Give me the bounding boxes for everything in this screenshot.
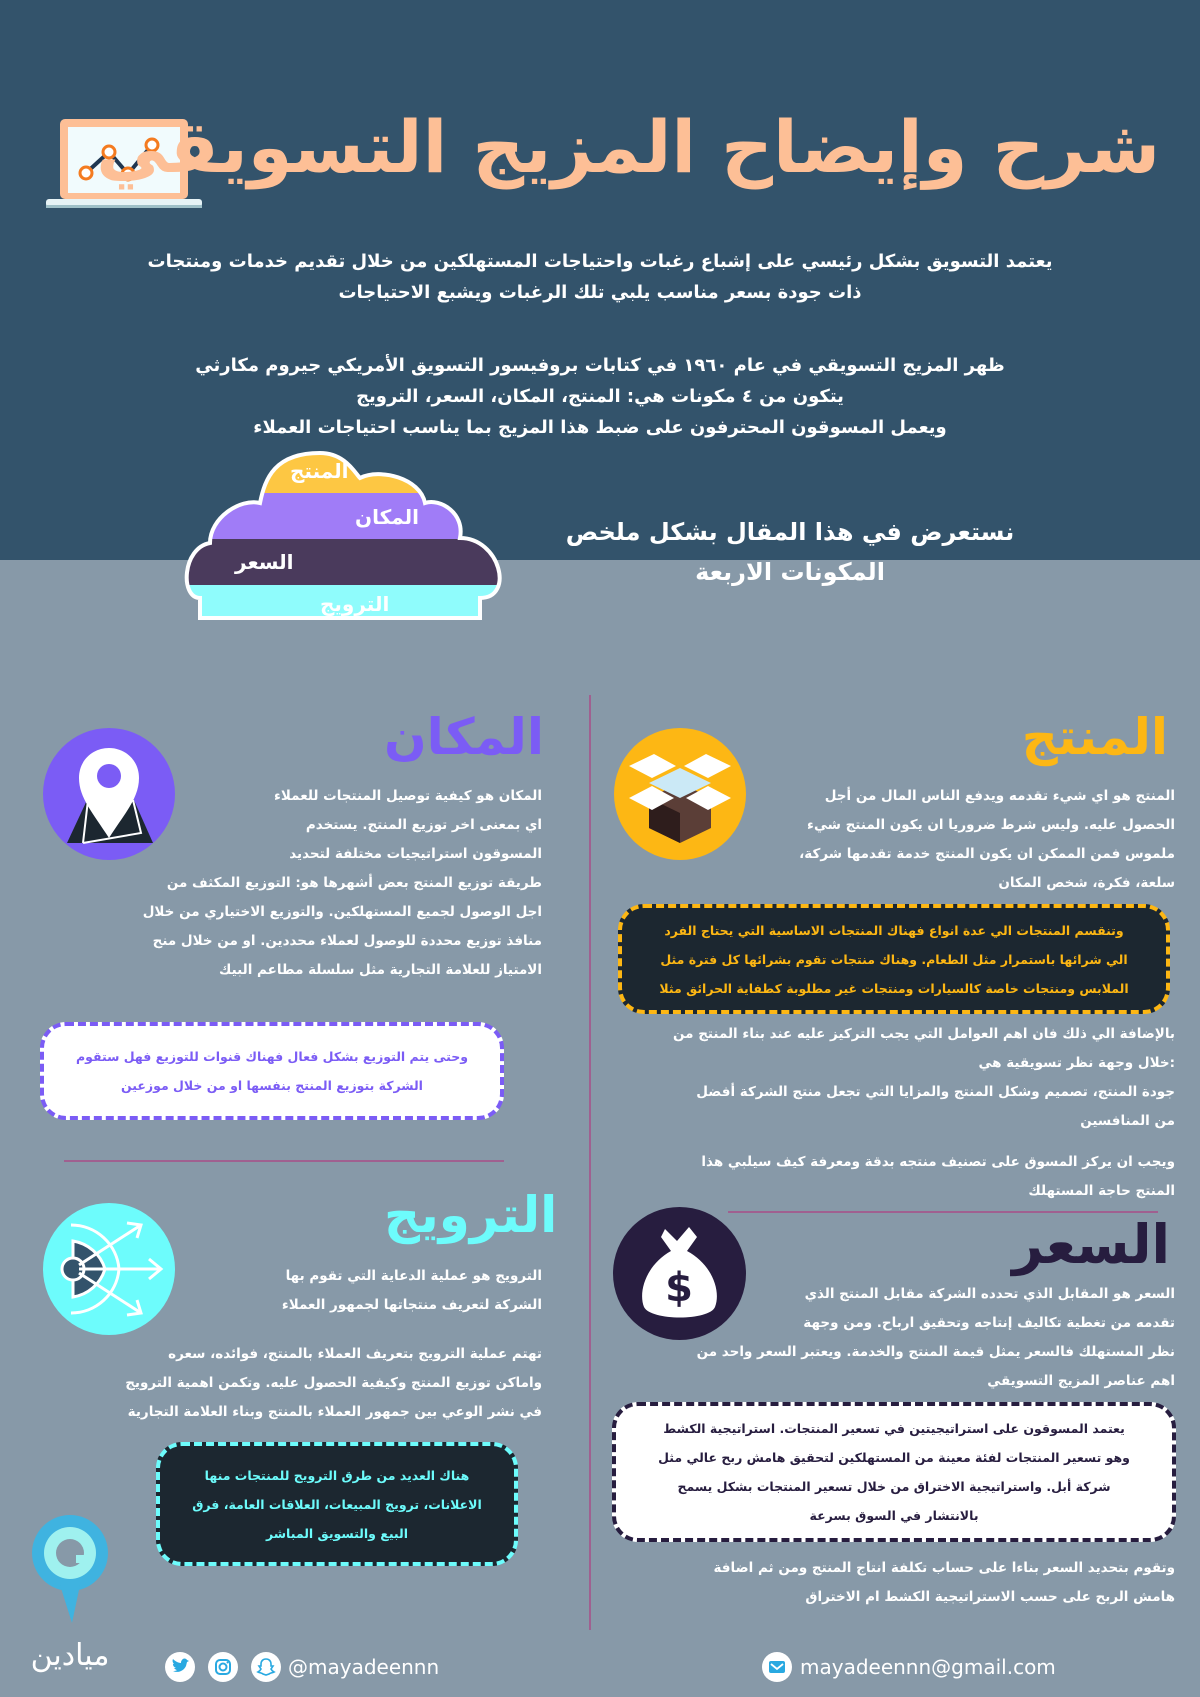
page-title: شرح وإيضاح المزيج التسويقي <box>96 105 1160 189</box>
price-body <box>615 1280 1175 1396</box>
place-title: المكان <box>384 708 544 766</box>
text-line: طريقة توزيع المنتج بعض أشهرها هو: التوزيع المكثف من <box>166 875 542 891</box>
social-handle[interactable]: @mayadeennn <box>288 1655 440 1679</box>
text-line: المسوقون استراتيجيات مختلفة لتحديد <box>289 846 542 862</box>
place-callout-box <box>40 1022 504 1120</box>
text-line: تهتم عملية الترويج بتعريف العملاء بالمنتج، فوائده، سعره <box>168 1346 542 1362</box>
intro-line: ويعمل المسوقون المحترفون على ضبط هذا المزيج بما يناسب احتياجات العملاء <box>253 417 947 438</box>
intro-line: ذات جودة بسعر مناسب يلبي تلك الرغبات ويشبع الاحتياجات <box>338 282 862 303</box>
intro-line: يعتمد التسويق بشكل رئيسي على إشباع رغبات واحتياجات المستهلكين من خلال تقديم خدمات ومنتجات <box>147 251 1053 272</box>
open-box-icon <box>614 728 746 860</box>
text-line: المنتج هو اي شيء تقدمه ويدفع الناس المال من أجل <box>824 788 1175 804</box>
price-body-2 <box>615 1554 1175 1612</box>
text-line: وتنقسم المنتجات الي عدة انواع فهناك المنتجات الاساسية التي يحتاج الفرد <box>664 922 1124 938</box>
text-line: بالإضافة الي ذلك فان اهم العوامل التي يجب التركيز عليه عند بناء المنتج من <box>672 1026 1175 1042</box>
text-line: الحصول عليه. وليس شرط ضروريا ان يكون المنتج شيء <box>807 817 1175 833</box>
text-line: هناك العديد من طرق الترويج للمنتجات منها <box>204 1467 470 1483</box>
vertical-divider <box>589 695 591 1630</box>
product-body-2 <box>615 1020 1175 1136</box>
product-callout-box <box>618 904 1170 1014</box>
text-line: اجل الوصول لجميع المستهلكين. والتوزيع الاختياري من خلال <box>142 904 542 920</box>
product-body-3 <box>615 1148 1175 1206</box>
text-line: نظر المستهلك فالسعر يمثل قيمة المنتج والخدمة. ويعتبر السعر واحد من <box>696 1344 1175 1360</box>
text-line: الملابس ومنتجات خاصة كالسيارات ومنتجات غير مطلوبة كطفاية الحرائق مثلا <box>659 980 1129 996</box>
text-line: المنتج حاجة المستهلك <box>1028 1183 1175 1199</box>
text-line: من المنافسين <box>1080 1113 1175 1129</box>
promotion-title: الترويج <box>384 1186 558 1244</box>
text-line: تقدمه من تغطية تكاليف إنتاجه وتحقيق ارباح. ومن وجهة <box>803 1315 1175 1331</box>
text-line: وهو تسعير المنتجات لفئة معينة من المستهلكين لتحقيق هامش ربح عالي مثل <box>658 1450 1130 1465</box>
intro-paragraph-2 <box>60 350 1140 443</box>
cloud-layer-product: المنتج <box>290 459 349 483</box>
text-line: يعتمد المسوقون على استراتيجيتين في تسعير المنتجات. استراتيجية الكشط <box>663 1421 1125 1436</box>
text-line: الشركة لتعريف منتجاتها لجمهور العملاء <box>281 1297 542 1313</box>
text-line: واماكن توزيع المنتج وكيفية الحصول عليه. وتكمن اهمية الترويج <box>125 1375 542 1391</box>
product-title: المنتج <box>1021 708 1168 766</box>
text-line: الي شرائها باستمرار مثل الطعام. وهناك منتجات تقوم بشرائها كل فترة مثل <box>660 951 1128 967</box>
text-line: بالانتشار في السوق بسرعة <box>809 1508 979 1523</box>
text-line: اي بمعنى اخر توزيع المنتج. يستخدم <box>305 817 542 833</box>
promotion-callout-box <box>156 1442 518 1566</box>
headline-line: المكونات الاربعة <box>695 558 885 586</box>
svg-text:$: $ <box>665 1265 693 1311</box>
text-line: ملموس فمن الممكن ان يكون المنتج خدمة تقدمها شركة، <box>799 846 1175 862</box>
text-line: جودة المنتج، تصميم وشكل المنتج والمزايا التي تجعل منتج الشركة أفضل <box>696 1084 1175 1100</box>
text-line: ويجب ان يركز المسوق على تصنيف منتجه بدقة ومعرفة كيف سيلبي هذا <box>701 1154 1175 1170</box>
marketing-mix-cloud <box>180 448 510 630</box>
text-line: اهم عناصر المزيج التسويقي <box>987 1373 1175 1389</box>
text-line: :خلال وجهة نظر تسويقية هي <box>978 1055 1175 1071</box>
place-body <box>42 782 542 985</box>
text-line: الترويج هو عملية الدعاية التي تقوم بها <box>285 1268 542 1284</box>
text-line: سلعة، فكرة، شخص المكان <box>998 875 1175 891</box>
twitter-icon[interactable] <box>165 1652 195 1682</box>
brand-logo-text: ميادين <box>30 1638 110 1673</box>
cloud-layer-place: المكان <box>355 505 419 529</box>
promotion-body <box>192 1262 542 1320</box>
target-arrows-icon <box>43 1203 175 1335</box>
text-line: المكان هو كيفية توصيل المنتجات للعملاء <box>274 788 542 804</box>
text-line: السعر هو المقابل الذي تحدده الشركة مقابل المنتج الذي <box>804 1286 1175 1302</box>
text-line: في نشر الوعي بين جمهور العملاء بالمنتج وبناء العلامة التجارية <box>127 1404 542 1420</box>
intro-line: ظهر المزيج التسويقي في عام ١٩٦٠ في كتابات بروفيسور التسويق الأمريكي جيروم مكارثي <box>195 355 1005 376</box>
snapchat-icon[interactable] <box>251 1652 281 1682</box>
email-address[interactable]: mayadeennn@gmail.com <box>800 1655 1056 1679</box>
section-headline <box>530 512 1050 592</box>
brand-logo-icon <box>30 1515 110 1625</box>
text-line: البيع والتسويق المباشر <box>265 1525 409 1541</box>
email-icon[interactable] <box>762 1652 792 1682</box>
text-line: وتقوم بتحديد السعر بناءا على حساب تكلفة انتاج المنتج ومن ثم اضافة <box>713 1560 1175 1576</box>
cloud-layer-promotion: الترويج <box>320 592 390 616</box>
divider-place-promotion <box>64 1160 504 1162</box>
instagram-icon[interactable] <box>208 1652 238 1682</box>
text-line: منافذ توزيع محددة للوصول لعملاء محددين. او من خلال منح <box>152 933 542 949</box>
text-line: الشركة بتوزيع المنتج بنفسها او من خلال موزعين <box>121 1078 423 1093</box>
intro-paragraph-1 <box>60 246 1140 308</box>
text-line: الاعلانات، ترويج المبيعات، العلاقات العامة، فرق <box>192 1496 482 1512</box>
text-line: الامتياز للعلامة التجارية مثل سلسلة مطاعم البيك <box>219 962 542 978</box>
text-line: وحتى يتم التوزيع بشكل فعال فهناك قنوات للتوزيع فهل ستقوم <box>75 1049 469 1064</box>
price-callout-box <box>612 1402 1176 1542</box>
text-line: هامش الربح على حسب الاستراتيجية الكشط ام الاختراق <box>805 1589 1175 1605</box>
headline-line: نستعرض في هذا المقال بشكل ملخص <box>565 518 1015 546</box>
price-title: السعر <box>1012 1213 1170 1276</box>
promotion-body-2 <box>12 1340 542 1427</box>
text-line: شركة أبل. واستراتيجية الاختراق من خلال تسعير المنتجات بشكل يسمح <box>677 1479 1111 1494</box>
intro-line: يتكون من ٤ مكونات هي: المنتج، المكان، السعر، الترويج <box>356 386 844 407</box>
cloud-layer-price: السعر <box>235 550 294 574</box>
product-body <box>755 782 1175 898</box>
